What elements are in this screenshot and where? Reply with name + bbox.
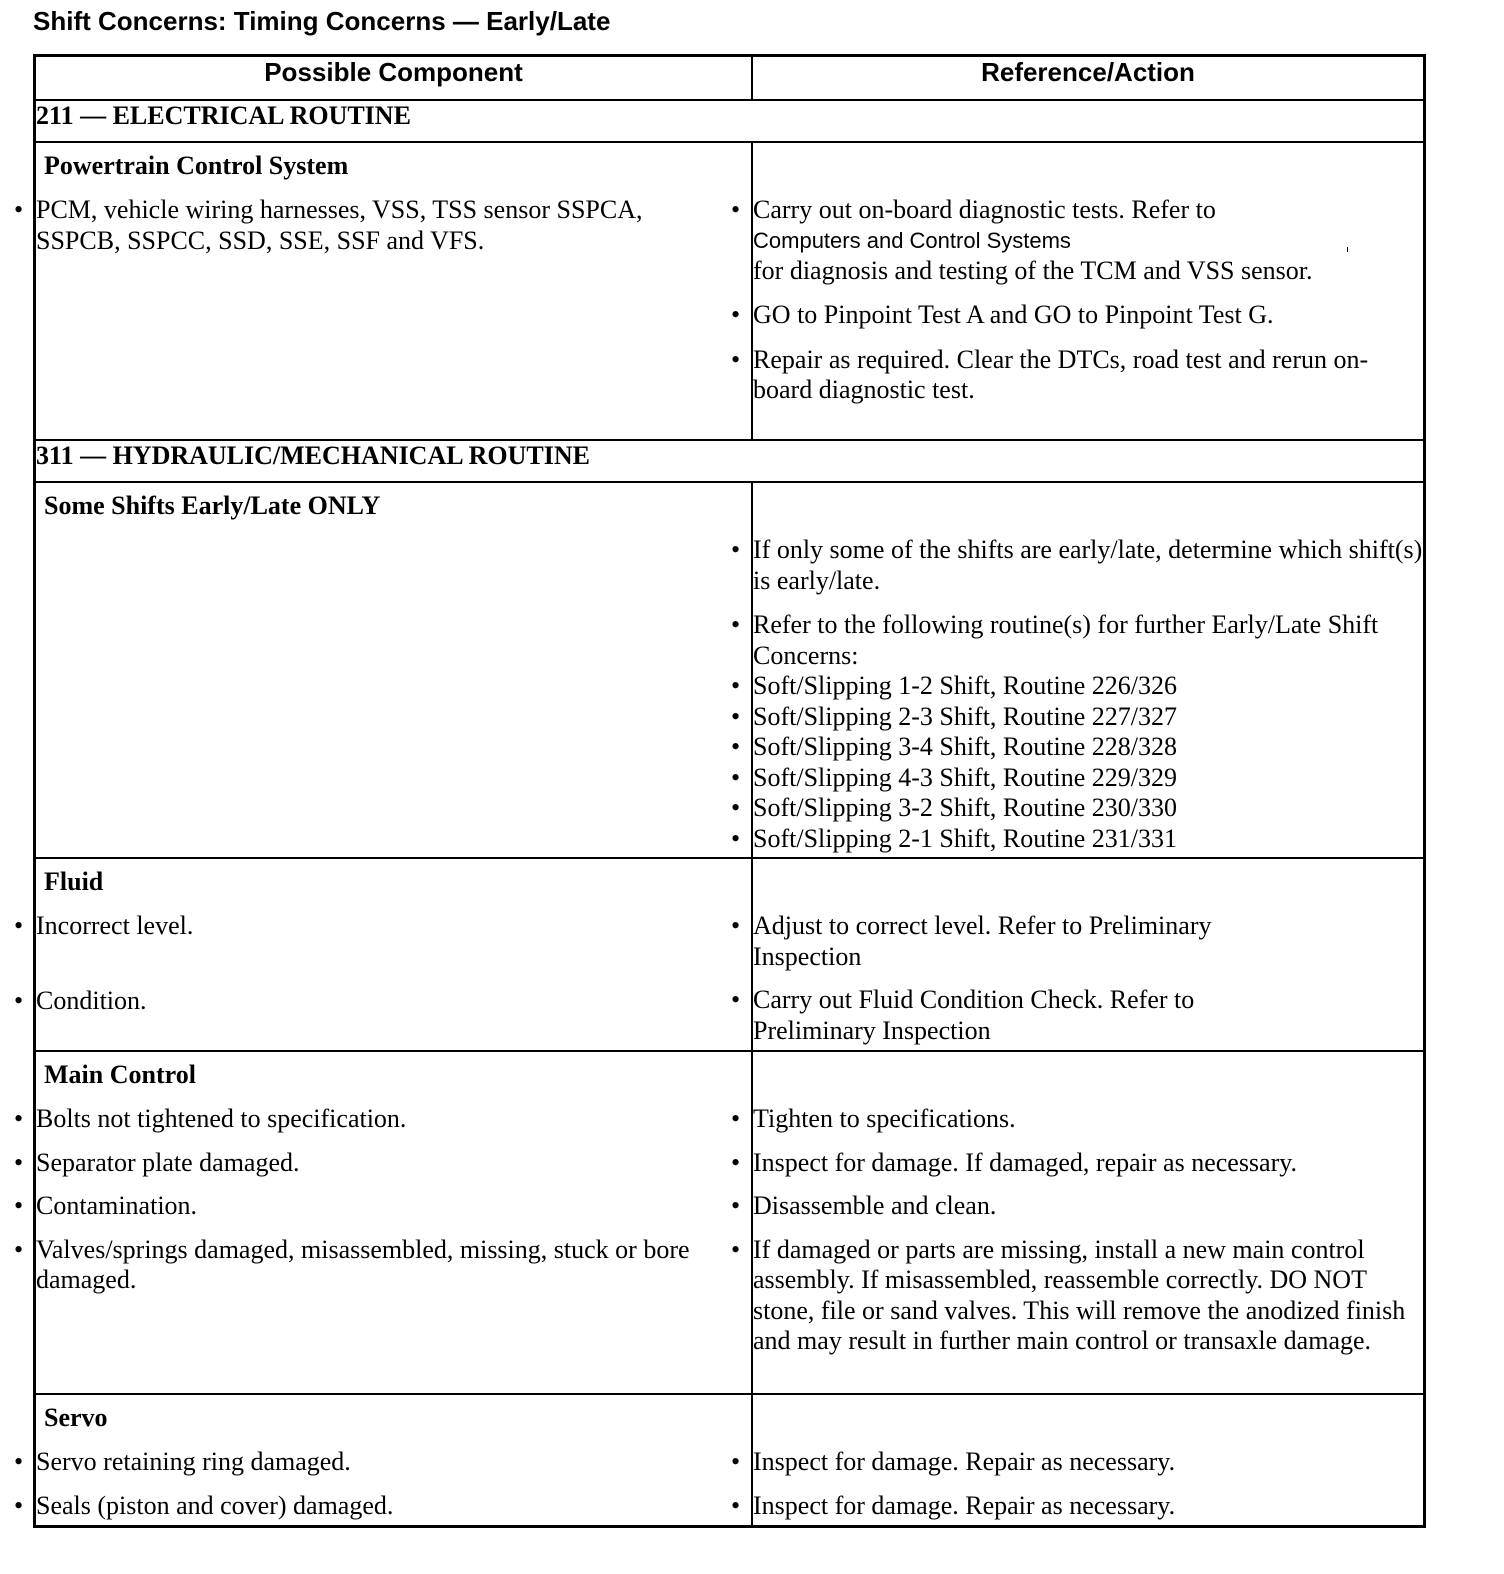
column-header-component: Possible Component — [35, 56, 753, 101]
routine-item[interactable]: • Soft/Slipping 1-2 Shift, Routine 226/326 — [731, 671, 1177, 700]
component-title: Powertrain Control System — [44, 151, 349, 180]
bullet-icon: • — [731, 1147, 741, 1177]
action-item: • Refer to the following routine(s) for further Early/Late Shift Concerns: — [731, 610, 1379, 670]
bullet-icon: • — [14, 1490, 24, 1520]
action-item: • GO to Pinpoint Test A and GO to Pinpoint Test G. — [731, 300, 1274, 329]
bullet-icon: • — [731, 823, 741, 853]
action-cell — [731, 482, 1424, 858]
component-item: • Condition. — [14, 985, 147, 1015]
table-row-fluid — [35, 858, 1425, 1051]
component-cell — [35, 482, 753, 858]
component-title: Fluid — [44, 867, 104, 896]
component-title: Some Shifts Early/Late ONLY — [44, 491, 381, 520]
table-row-servo — [35, 1394, 1425, 1526]
bullet-icon: • — [731, 1191, 741, 1220]
bullet-icon: • — [731, 793, 741, 822]
action-cell — [731, 1051, 1424, 1394]
action-cell — [731, 858, 1424, 1051]
routine-item[interactable]: • Soft/Slipping 4-3 Shift, Routine 229/329 — [731, 762, 1177, 792]
action-item: • If damaged or parts are missing, install a new main control assembly. If misassembled, reassemble correctly. DO NOT stone, file or sand valves. This will remove the anodized finish and may result in further main control or transaxle damage. — [731, 1234, 1406, 1355]
routine-item[interactable]: • Soft/Slipping 2-1 Shift, Routine 231/331 — [731, 823, 1177, 853]
bullet-icon: • — [14, 1234, 24, 1264]
action-item: • Inspect for damage. Repair as necessary. — [731, 1490, 1176, 1520]
section-heading: 211 — ELECTRICAL ROUTINE — [35, 100, 1425, 142]
table-row-main-control — [35, 1051, 1425, 1394]
bullet-icon: • — [14, 985, 24, 1015]
bullet-icon: • — [731, 344, 741, 374]
bullet-icon: • — [731, 671, 741, 700]
routine-item[interactable]: • Soft/Slipping 2-3 Shift, Routine 227/327 — [731, 701, 1177, 731]
action-item: • Repair as required. Clear the DTCs, road test and rerun on-board diagnostic test. — [731, 344, 1369, 404]
table-row-powertrain — [35, 142, 1425, 440]
computers-control-systems-link[interactable]: Computers and Control Systems — [753, 227, 1071, 253]
bullet-icon: • — [731, 1490, 741, 1520]
column-header-action: Reference/Action — [752, 56, 1424, 101]
action-item: • Inspect for damage. Repair as necessary. — [731, 1447, 1176, 1476]
section-heading: 311 — HYDRAULIC/MECHANICAL ROUTINE — [35, 440, 1425, 482]
action-cell — [731, 1394, 1424, 1526]
component-item: • PCM, vehicle wiring harnesses, VSS, TSS sensor SSPCA, SSPCB, SSPCC, SSD, SSE, SSF and VFS. — [14, 195, 643, 255]
action-item: • Carry out on-board diagnostic tests. Refer to Computers and Control Systems for diagnosis and testing of the TCM and VSS sensor. — [753, 195, 1423, 286]
component-title: Servo — [44, 1403, 108, 1432]
bullet-icon: • — [14, 1104, 24, 1133]
action-item: • Disassemble and clean. — [731, 1191, 997, 1220]
stray-mark — [1347, 247, 1348, 252]
section-row-211 — [35, 100, 1425, 142]
bullet-icon: • — [14, 911, 24, 940]
table-header-row — [35, 56, 1425, 101]
bullet-icon: • — [14, 195, 24, 224]
component-item: • Bolts not tightened to specification. — [14, 1104, 407, 1133]
component-cell — [14, 142, 753, 440]
bullet-icon: • — [731, 1234, 741, 1264]
bullet-icon: • — [731, 762, 741, 792]
bullet-icon: • — [731, 701, 741, 731]
component-title: Main Control — [44, 1060, 196, 1089]
component-item: • Valves/springs damaged, misassembled, missing, stuck or bore damaged. — [14, 1234, 690, 1294]
action-item: • Carry out Fluid Condition Check. Refer to Preliminary Inspection — [731, 985, 1195, 1045]
component-item: • Separator plate damaged. — [14, 1147, 300, 1177]
component-item: • Seals (piston and cover) damaged. — [14, 1490, 394, 1520]
component-cell — [14, 1394, 753, 1526]
table-row-some-shifts — [35, 482, 1425, 858]
bullet-icon: • — [731, 1447, 741, 1476]
page-title: Shift Concerns: Timing Concerns — Early/Late — [33, 6, 611, 36]
bullet-icon: • — [731, 1104, 741, 1133]
bullet-icon: • — [731, 911, 741, 940]
routine-item[interactable]: • Soft/Slipping 3-4 Shift, Routine 228/328 — [731, 732, 1177, 761]
bullet-icon: • — [731, 985, 741, 1014]
bullet-icon: • — [731, 610, 741, 639]
component-cell — [14, 858, 753, 1051]
bullet-icon: • — [14, 1447, 24, 1476]
bullet-icon: • — [14, 1191, 24, 1220]
bullet-icon: • — [731, 300, 741, 329]
component-item: • Contamination. — [14, 1191, 198, 1220]
action-item: • If only some of the shifts are early/late, determine which shift(s) is early/late. — [731, 535, 1423, 595]
routine-item[interactable]: • Soft/Slipping 3-2 Shift, Routine 230/330 — [731, 793, 1177, 822]
bullet-icon: • — [731, 535, 741, 564]
component-item: • Incorrect level. — [14, 911, 194, 940]
bullet-icon: • — [731, 732, 741, 761]
component-cell — [14, 1051, 753, 1394]
component-item: • Servo retaining ring damaged. — [14, 1447, 351, 1476]
action-item: • Inspect for damage. If damaged, repair as necessary. — [731, 1147, 1298, 1177]
bullet-icon: • — [731, 195, 741, 224]
timing-concerns-table — [14, 54, 1426, 1528]
action-cell — [731, 142, 1424, 440]
action-item: • Tighten to specifications. — [731, 1104, 1016, 1133]
action-item: • Adjust to correct level. Refer to Preliminary Inspection — [731, 911, 1212, 971]
bullet-icon: • — [14, 1147, 24, 1177]
section-row-311 — [35, 440, 1425, 482]
